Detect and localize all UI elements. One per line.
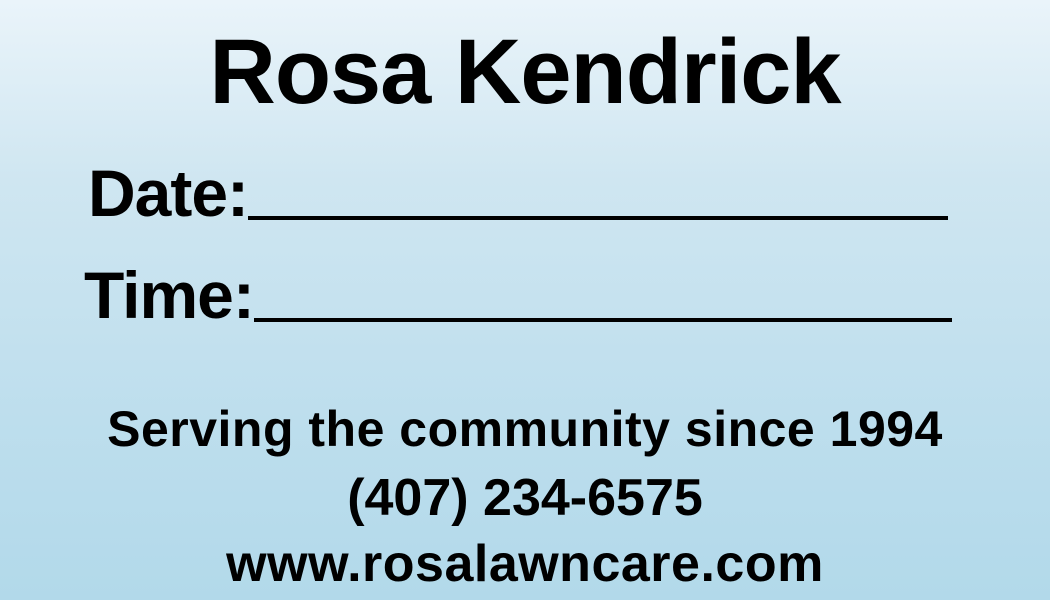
phone-number: (407) 234-6575 (347, 469, 703, 527)
time-field-row (84, 258, 952, 332)
date-label: Date: (88, 156, 249, 230)
time-label: Time: (84, 258, 254, 332)
tagline: Serving the community since 1994 (107, 401, 943, 457)
time-blank-line (254, 318, 952, 322)
date-blank-line (248, 216, 948, 220)
business-owner-name: Rosa Kendrick (209, 21, 841, 123)
website-url: www.rosalawncare.com (226, 535, 824, 593)
date-field-row (88, 156, 948, 230)
